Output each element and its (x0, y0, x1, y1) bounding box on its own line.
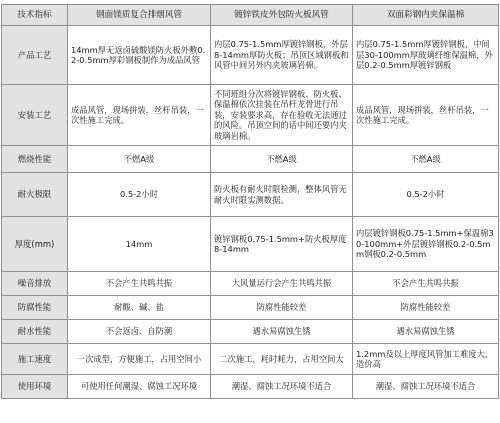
header-cell-galvanized-duct: 镀锌铁皮外包防火板风管 (211, 5, 353, 26)
row-label: 噪音排放 (2, 272, 68, 296)
row-label: 产品工艺 (2, 26, 68, 85)
table-cell: 成品风管，现场拼装，丝杆吊装，一次性施工完成。 (353, 85, 499, 146)
table-cell: 遇水易腐蚀生锈 (211, 320, 353, 344)
table-cell: 遇水易腐蚀生锈 (353, 320, 499, 344)
table-row (2, 296, 499, 320)
table-cell: 14mm (68, 217, 211, 272)
header-cell-indicator: 技术指标 (2, 5, 68, 26)
table-row (2, 146, 499, 173)
table-cell: 内层镀锌钢板0.75-1.5mm+保温棉30-100mm+外层镀锌钢板0.2-0.5mm钢板0.2-0.5mm (353, 217, 499, 272)
table-cell: 镀锌钢板0.75-1.5mm+防火板厚度8-14mm (211, 217, 353, 272)
table-row (2, 85, 499, 146)
table-row (2, 375, 499, 399)
header-cell-color-steel-duct: 双面彩钢内夹保温棉 (353, 5, 499, 26)
row-label: 厚度(mm) (2, 217, 68, 272)
table-row (2, 173, 499, 217)
table-cell: 不会产生共鸣共振 (68, 272, 211, 296)
table-row (2, 217, 499, 272)
table-cell: 14mm厚无返卤硫酸镁防火板外敷0.2-0.5mm厚彩钢板制作为成品风管 (68, 26, 211, 85)
table-cell: 不燃A级 (353, 146, 499, 173)
table-cell: 不会产生共鸣共振 (353, 272, 499, 296)
table-cell: 不会返卤、自防潮 (68, 320, 211, 344)
table-row (2, 26, 499, 85)
table-cell: 大风量运行会产生共鸣共振 (211, 272, 353, 296)
row-label: 耐火极限 (2, 173, 68, 217)
table-cell: 防腐性能较差 (353, 296, 499, 320)
table-cell: 一次成型，方便施工，占用空间小 (68, 344, 211, 375)
table-cell: 可使用任何潮湿、腐蚀工况环境 (68, 375, 211, 399)
row-label: 耐水性能 (2, 320, 68, 344)
table-cell: 防火板有耐火时限检测，整体风管无耐火时限实测数据。 (211, 173, 353, 217)
table-cell: 内层0.75-1.5mm厚镀锌钢板，中间层30-100mm厚玻璃纤维保温棉，外层0.2-0.5mm厚镀锌钢板 (353, 26, 499, 85)
table-cell: 防腐性能较差 (211, 296, 353, 320)
table-cell: 0.5-2小时 (68, 173, 211, 217)
table-cell: 不同班组分次将镀锌钢板、防火板、保温棉依次挂装在吊杆龙骨进行吊装，安装要求高，存在验收无法通过的风险。吊顶空间的话中间还要内夹玻璃岩棉。 (211, 85, 353, 146)
table-row (2, 272, 499, 296)
comparison-table (1, 4, 499, 399)
table-row (2, 344, 499, 375)
table-cell: 潮湿、腐蚀工况环境不适合 (353, 375, 499, 399)
table-row (2, 320, 499, 344)
table-cell: 不燃A级 (211, 146, 353, 173)
row-label: 安装工艺 (2, 85, 68, 146)
table-cell: 成品风管，现场拼装，丝杆吊装，一次性施工完成。 (68, 85, 211, 146)
table-cell: 二次施工，耗时耗力，占用空间大 (211, 344, 353, 375)
table-cell: 内层0.75-1.5mm厚镀锌钢板，外层8-14mm厚防火板；吊顶区域钢板和风管中间另外内夹玻璃岩棉。 (211, 26, 353, 85)
row-label: 防腐性能 (2, 296, 68, 320)
row-label: 使用环境 (2, 375, 68, 399)
table-cell: 1.2mm及以上厚度风管加工难度大，造价高 (353, 344, 499, 375)
header-cell-magnesium-duct: 钢面镁质复合排烟风管 (68, 5, 211, 26)
table-cell: 潮湿、腐蚀工况环境不适合 (211, 375, 353, 399)
table-cell: 0.5-2小时 (353, 173, 499, 217)
row-label: 燃烧性能 (2, 146, 68, 173)
table-cell: 不燃A级 (68, 146, 211, 173)
row-label: 施工速度 (2, 344, 68, 375)
header-row (2, 5, 499, 26)
table-cell: 耐酸、碱、盐 (68, 296, 211, 320)
